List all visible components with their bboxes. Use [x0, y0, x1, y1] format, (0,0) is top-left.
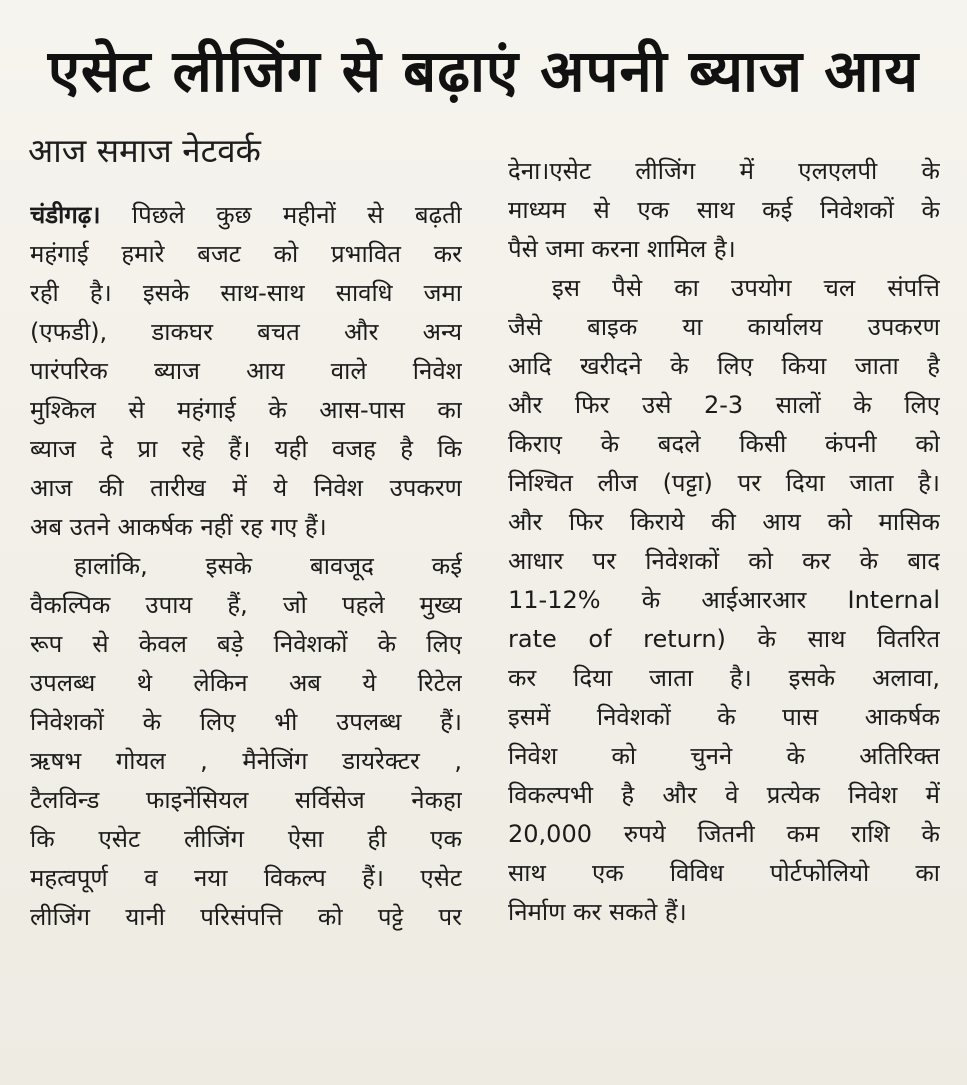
- article-line: पारंपरिक ब्याज आय वाले निवेश: [30, 357, 462, 385]
- article-line: उपलब्ध थे लेकिन अब ये रिटेल: [30, 669, 462, 697]
- article-line: जैसे बाइक या कार्यालय उपकरण: [508, 313, 940, 341]
- article-line: 20,000 रुपये जितनी कम राशि के: [508, 820, 940, 848]
- article-line: रही है। इसके साथ-साथ सावधि जमा: [30, 279, 462, 307]
- article-line: 11-12% के आईआरआर Internal: [508, 586, 940, 614]
- article-line: महत्वपूर्ण व नया विकल्प हैं। एसेट: [30, 864, 462, 892]
- article-line: माध्यम से एक साथ कई निवेशकों के: [508, 196, 940, 224]
- article-line: रूप से केवल बड़े निवेशकों के लिए: [30, 630, 462, 658]
- article-line: कर दिया जाता है। इसके अलावा,: [508, 664, 940, 692]
- article-line: लीजिंग यानी परिसंपत्ति को पट्टे पर: [30, 903, 462, 931]
- article-line: पैसे जमा करना शामिल है।: [508, 235, 736, 263]
- article-line: आज की तारीख में ये निवेश उपकरण: [30, 474, 462, 502]
- article-line: rate of return) के साथ वितरित: [508, 625, 940, 653]
- article-line: वैकल्पिक उपाय हैं, जो पहले मुख्य: [30, 591, 462, 619]
- article-line: आदि खरीदने के लिए किया जाता है: [508, 352, 940, 380]
- article-line: ब्याज दे प्रा रहे हैं। यही वजह है कि: [30, 435, 462, 463]
- article-line: महंगाई हमारे बजट को प्रभावित कर: [30, 240, 462, 268]
- article-line: [30, 196, 462, 235]
- article-line: निवेश को चुनने के अतिरिक्त: [508, 742, 940, 770]
- article-line: आधार पर निवेशकों को कर के बाद: [508, 547, 940, 575]
- article-line: टैलविन्ड फाइनेंसियल सर्विसेज नेकहा: [30, 786, 462, 814]
- article-line: साथ एक विविध पोर्टफोलियो का: [508, 859, 940, 887]
- article-line: अब उतने आकर्षक नहीं रह गए हैं।: [30, 513, 327, 541]
- article-column-left: [30, 196, 462, 937]
- article-line: किराए के बदले किसी कंपनी को: [508, 430, 940, 458]
- article-line: और फिर उसे 2-3 सालों के लिए: [508, 391, 940, 419]
- article-line: निर्माण कर सकते हैं।: [508, 898, 687, 926]
- line-text: पिछले कुछ महीनों से बढ़ती: [131, 201, 462, 229]
- article-line: निश्चित लीज (पट्टा) पर दिया जाता है।: [508, 469, 940, 497]
- article-line: देना।एसेट लीजिंग में एलएलपी के: [508, 157, 940, 185]
- article-line: कि एसेट लीजिंग ऐसा ही एक: [30, 825, 462, 853]
- article-line: इसमें निवेशकों के पास आकर्षक: [508, 703, 940, 731]
- article-line: हालांकि, इसके बावजूद कई: [74, 552, 462, 580]
- article-line: इस पैसे का उपयोग चल संपत्ति: [552, 274, 940, 302]
- article-column-right: [508, 152, 940, 932]
- article-line: विकल्पभी है और वे प्रत्येक निवेश में: [508, 781, 940, 809]
- dateline: चंडीगढ़।: [30, 201, 101, 229]
- headline: एसेट लीजिंग से बढ़ाएं अपनी ब्याज आय: [47, 37, 920, 105]
- article-line: (एफडी), डाकघर बचत और अन्य: [30, 318, 462, 346]
- article-line: निवेशकों के लिए भी उपलब्ध हैं।: [30, 708, 462, 736]
- article-line: और फिर किराये की आय को मासिक: [508, 508, 940, 536]
- article-line: मुश्किल से महंगाई के आस-पास का: [30, 396, 462, 424]
- article-line: ऋषभ गोयल , मैनेजिंग डायरेक्टर ,: [30, 747, 462, 775]
- byline: आज समाज नेटवर्क: [28, 131, 261, 170]
